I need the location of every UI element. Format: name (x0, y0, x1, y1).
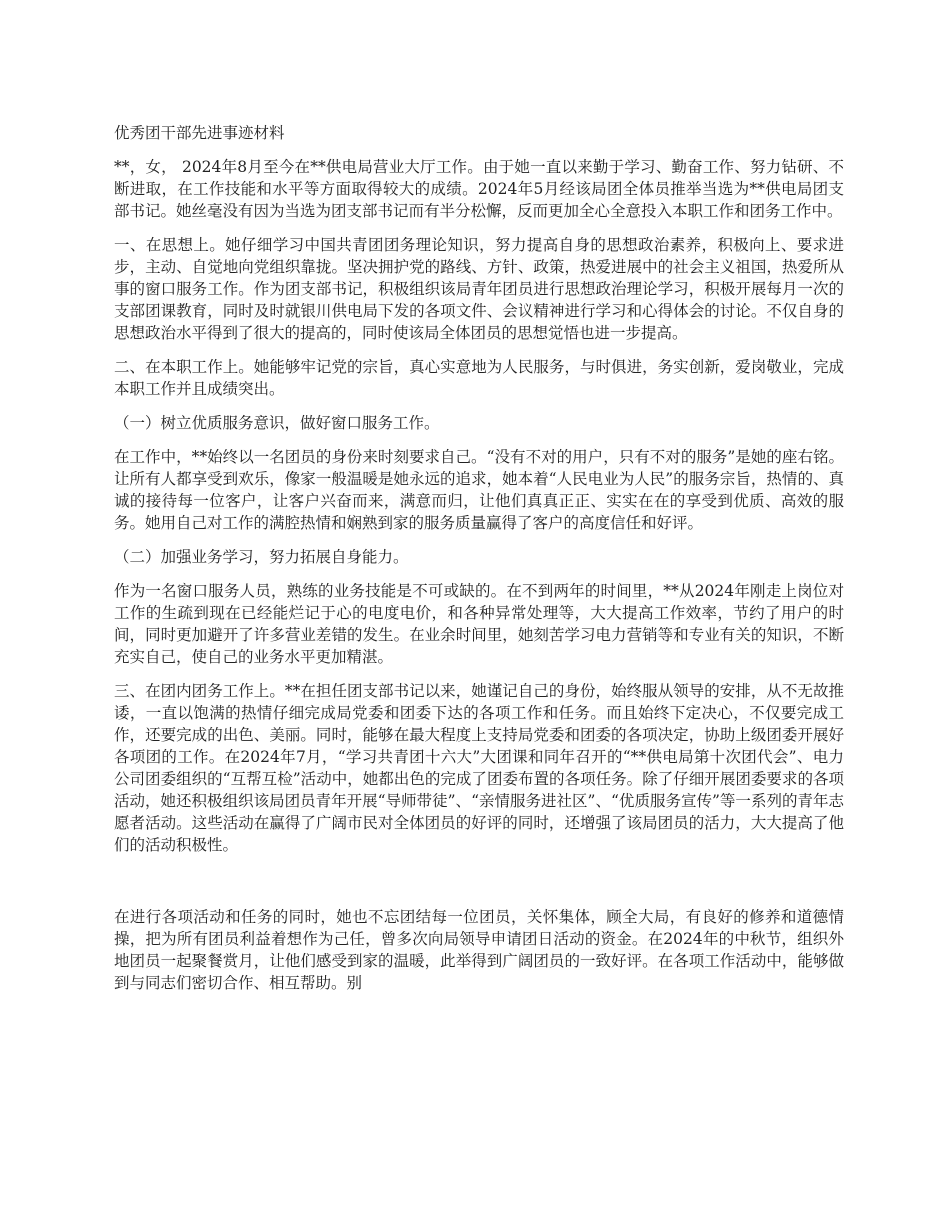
paragraph-league-work: 三、在团内团务工作上。**在担任团支部书记以来，她谨记自己的身份，始终服从领导的安排，从不无故推诿，一直以饱满的热情仔细完成局党委和团委下达的各项工作和任务。而且始终下定决心，不仅要完成工作，还要完成的出色、美丽。同时，能够在最大程度上支持局党委和团委的各项决定，协助上级团委开展好各项团的工作。在2024年7月，“学习共青团十六大”大团课和同年召开的“**供电局第十次团代会”、电力公司团委组织的“互帮互检”活动中，她都出色的完成了团委布置的各项任务。除了仔细开展团委要求的各项活动，她还积极组织该局团员青年开展“导师带徒”、“亲情服务进社区”、“优质服务宣传”等一系列的青年志愿者活动。这些活动在赢得了广阔市民对全体团员的好评的同时，还增强了该局团员的活力，大大提高了他们的活动积极性。 (114, 682, 844, 854)
section-gap (114, 868, 844, 906)
document-page (114, 122, 844, 1006)
paragraph-job: 二、在本职工作上。她能够牢记党的宗旨，真心实意地为人民服务，与时俱进，务实创新，爱岗敬业，完成本职工作并且成绩突出。 (114, 358, 844, 398)
paragraph-learning: 作为一名窗口服务人员，熟练的业务技能是不可或缺的。在不到两年的时间里，**从2024年刚走上岗位对工作的生疏到现在已经能烂记于心的电度电价，和各种异常处理等，大大提高工作效率，节约了用户的时间，同时更加避开了许多营业差错的发生。在业余时间里，她刻苦学习电力营销等和专业有关的知识，不断充实自己，使自己的业务水平更加精湛。 (114, 582, 844, 666)
paragraph-ideology: 一、在思想上。她仔细学习中国共青团团务理论知识，努力提高自身的思想政治素养，积极向上、要求进步，主动、自觉地向党组织靠拢。坚决拥护党的路线、方针、政策，热爱进展中的社会主义祖国，热爱所从事的窗口服务工作。作为团支部书记，积极组织该局青年团员进行思想政治理论学习，积极开展每月一次的支部团课教育，同时及时就银川供电局下发的各项文件、会议精神进行学习和心得体会的讨论。不仅自身的思想政治水平得到了很大的提高的，同时使该局全体团员的思想觉悟也进一步提高。 (114, 236, 844, 342)
subheading-learning: （二）加强业务学习，努力拓展自身能力。 (114, 548, 409, 566)
paragraph-intro: **，女， 2024年8月至今在**供电局营业大厅工作。由于她一直以来勤于学习、勤奋工作、努力钻研、不断进取，在工作技能和水平等方面取得较大的成绩。2024年5月经该局团全体员推举当选为**供电局团支部书记。她丝毫没有因为当选为团支部书记而有半分松懈，反而更加全心全意投入本职工作和团务工作中。 (114, 158, 844, 220)
paragraph-service: 在工作中，**始终以一名团员的身份来时刻要求自己。“没有不对的用户，只有不对的服务”是她的座右铭。让所有人都享受到欢乐，像家一般温暖是她永远的追求，她本着“人民电业为人民”的服务宗旨，热情的、真诚的接待每一位客户，让客户兴奋而来，满意而归，让他们真真正正、实实在在的享受到优质、高效的服务。她用自己对工作的满腔热情和娴熟到家的服务质量赢得了客户的高度信任和好评。 (114, 448, 844, 532)
subheading-service: （一）树立优质服务意识，做好窗口服务工作。 (114, 414, 440, 432)
paragraph-unity: 在进行各项活动和任务的同时，她也不忘团结每一位团员，关怀集体，顾全大局，有良好的修养和道德情操，把为所有团员利益着想作为己任，曾多次向局领导申请团日活动的资金。在2024年的中秋节，组织外地团员一起聚餐赏月，让他们感受到家的温暖，此举得到广阔团员的一致好评。在各项工作活动中，能够做到与同志们密切合作、相互帮助。别 (114, 908, 844, 992)
document-title: 优秀团干部先进事迹材料 (114, 124, 285, 142)
